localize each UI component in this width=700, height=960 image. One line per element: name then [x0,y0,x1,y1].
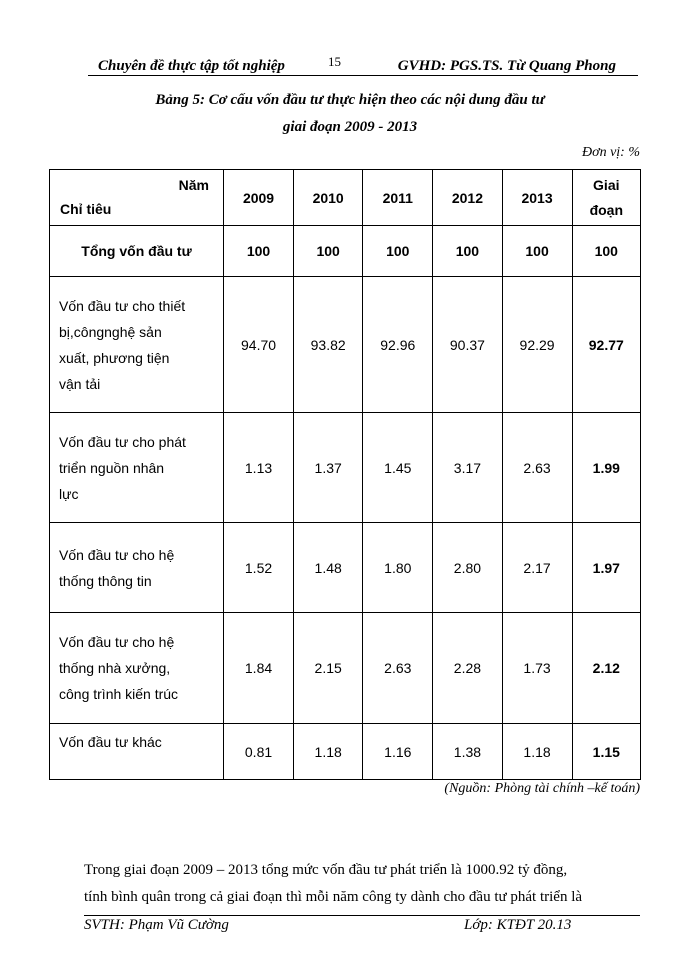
table-row [50,613,641,724]
row-value: 1.45 [363,413,433,523]
row-label-line: công trình kiến trúc [59,686,179,702]
total-value: 100 [363,226,433,277]
row-label-line: Vốn đầu tư cho phát [59,433,186,450]
page-number: 15 [328,54,341,69]
header-supervisor: GVHD: PGS.TS. Từ Quang Phong [397,58,616,74]
period-header-line1: Giai [593,176,620,193]
row-value: 1.13 [224,413,294,523]
row-label [50,523,224,613]
row-period-value: 1.97 [572,523,640,613]
row-value: 2.63 [363,613,433,724]
row-value: 1.84 [224,613,294,724]
row-value: 3.17 [433,413,502,523]
body-paragraph-line: Trong giai đoạn 2009 – 2013 tổng mức vốn đầu tư phát triển là 1000.92 tỷ đồng, [84,862,568,878]
page-header [88,54,640,76]
row-label-line: thống nhà xưởng, [59,660,171,676]
year-header: 2012 [433,170,502,226]
period-header [572,170,640,226]
row-value: 2.17 [502,523,572,613]
table-row [50,413,641,523]
total-period-value: 100 [572,226,640,277]
row-value: 1.18 [294,724,363,780]
row-value: 1.80 [363,523,433,613]
row-label-line: vận tải [59,375,101,392]
row-label-line: thống thông tin [59,572,152,589]
row-value: 93.82 [294,277,363,413]
row-label-line: Vốn đầu tư khác [59,734,162,750]
body-paragraph-line: tính bình quân trong cả giai đoạn thì mỗi năm công ty dành cho đầu tư phát triển là [84,889,583,905]
row-label [50,613,224,724]
total-value: 100 [433,226,502,277]
footer-student: SVTH: Phạm Vũ Cường [84,917,229,933]
year-header: 2009 [224,170,294,226]
row-period-value: 1.99 [572,413,640,523]
row-label [50,724,224,780]
period-header-line2: đoạn [589,201,624,218]
year-header: 2010 [294,170,363,226]
row-value: 1.48 [294,523,363,613]
table-row [50,724,641,780]
header-document-type: Chuyên đề thực tập tốt nghiệp [98,58,285,74]
total-value: 100 [294,226,363,277]
total-label: Tổng vốn đầu tư [50,226,224,277]
table-subtitle: giai đoạn 2009 - 2013 [282,119,418,135]
header-rule [88,75,638,76]
row-label-line: lực [59,485,79,502]
row-label-line: Vốn đầu tư cho hệ [59,634,175,650]
table-header-row [50,170,641,226]
row-value: 1.18 [502,724,572,780]
row-value: 0.81 [224,724,294,780]
row-label-line: xuất, phương tiện [59,349,170,366]
table-title: Bảng 5: Cơ cấu vốn đầu tư thực hiện theo các nội dung đầu tư [155,92,545,108]
row-period-value: 92.77 [572,277,640,413]
row-period-value: 2.12 [572,613,640,724]
row-label-line: Vốn đầu tư cho thiết [59,297,186,314]
row-period-value: 1.15 [572,724,640,780]
total-value: 100 [502,226,572,277]
corner-header-cell [50,170,224,226]
row-value: 2.15 [294,613,363,724]
total-row [50,226,641,277]
row-value: 94.70 [224,277,294,413]
row-label-line: triển nguồn nhân [59,459,165,476]
row-value: 2.63 [502,413,572,523]
page-footer [84,917,640,933]
row-value: 2.80 [433,523,502,613]
year-header: 2011 [363,170,433,226]
row-value: 92.96 [363,277,433,413]
row-label-line: bị,côngnghệ sản [59,323,162,340]
year-axis-label: Năm [178,177,209,193]
table-source-note: (Nguồn: Phòng tài chính –kế toán) [444,781,640,796]
table-row [50,277,641,413]
row-value: 2.28 [433,613,502,724]
row-value: 1.52 [224,523,294,613]
footer-rule [84,915,640,916]
row-label [50,277,224,413]
indicator-axis-label: Chỉ tiêu [60,201,112,217]
row-value: 1.38 [433,724,502,780]
unit-note: Đơn vị: % [581,145,640,160]
row-value: 90.37 [433,277,502,413]
row-value: 1.16 [363,724,433,780]
table-row [50,523,641,613]
total-value: 100 [224,226,294,277]
row-label [50,413,224,523]
row-label-line: Vốn đầu tư cho hệ [59,546,175,563]
row-value: 92.29 [502,277,572,413]
row-value: 1.37 [294,413,363,523]
investment-structure-table [49,169,641,780]
row-value: 1.73 [502,613,572,724]
footer-class: Lớp: KTĐT 20.13 [464,917,572,933]
year-header: 2013 [502,170,572,226]
